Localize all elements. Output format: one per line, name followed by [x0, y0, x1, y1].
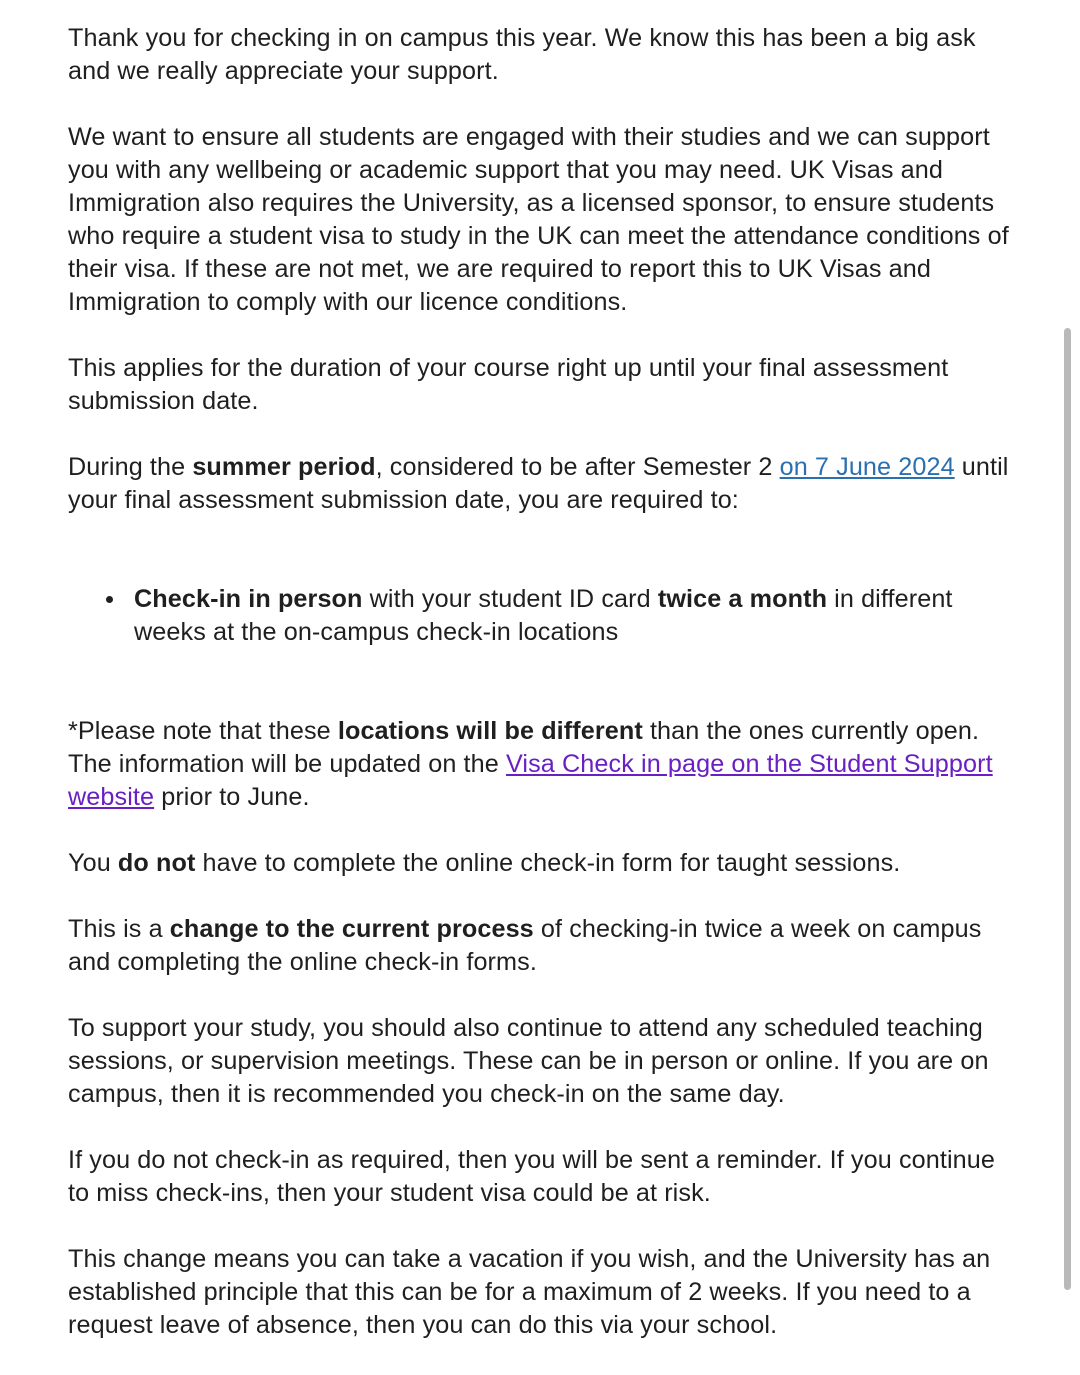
summer-text-b: , considered to be after Semester 2: [375, 453, 780, 481]
do-not-bold: do not: [117, 849, 196, 877]
locations-bold: locations will be different: [337, 717, 643, 745]
note-text-b: than the ones currently open. The information will be updated on the: [68, 717, 980, 778]
scrollbar-thumb[interactable]: [1064, 328, 1071, 1290]
visa-check-in-link[interactable]: Visa Check in page on the Student Support website: [68, 750, 993, 811]
check-in-text-b: in different weeks at the on-campus check-in locations: [134, 585, 953, 646]
summer-text-a: During the: [68, 453, 193, 481]
online-text-b: have to complete the online check-in form for taught sessions.: [195, 849, 901, 877]
date-link[interactable]: on 7 June 2024: [779, 453, 955, 481]
paragraph-support-study: To support your study, you should also continue to attend any scheduled teaching sessions, or supervision meetings. These can be in person or online. If you are on campus, then it is recommended you check-in on the same day.: [68, 1014, 989, 1108]
note-text-a: *Please note that these: [68, 717, 338, 745]
change-text-a: This is a: [68, 915, 170, 943]
paragraph-duration: This applies for the duration of your course right up until your final assessment submission date.: [68, 354, 949, 415]
paragraph-summer-period: [68, 451, 1013, 517]
twice-month-bold: twice a month: [657, 585, 828, 613]
paragraph-online-form: [68, 847, 1013, 880]
check-in-text-a: with your student ID card: [362, 585, 658, 613]
paragraph-process-change: [68, 913, 1013, 979]
paragraph-vacation: This change means you can take a vacation if you wish, and the University has an established principle that this can be for a maximum of 2 weeks. If you need to a request leave of absence, then you can do this via your school.: [68, 1245, 991, 1339]
note-text-c: prior to June.: [154, 783, 310, 811]
change-bold: change to the current process: [169, 915, 534, 943]
paragraph-locations-note: [68, 715, 1013, 814]
summer-period-bold: summer period: [192, 453, 376, 481]
summer-text-c: until your final assessment submission date, you are required to:: [68, 453, 1009, 514]
paragraph-thank-you: Thank you for checking in on campus this year. We know this has been a big ask and we really appreciate your support.: [68, 24, 976, 85]
paragraph-engagement: We want to ensure all students are engaged with their studies and we can support you with any wellbeing or academic support that you may need. UK Visas and Immigration also requires the University, as a licensed sponsor, to ensure students who require a student visa to study in the UK can meet the attendance conditions of their visa. If these are not met, we are required to report this to UK Visas and Immigration to comply with our licence conditions.: [68, 123, 1009, 316]
check-in-bold: Check-in in person: [134, 585, 363, 613]
requirements-list: [68, 583, 1013, 649]
change-text-b: of checking-in twice a week on campus and completing the online check-in forms.: [68, 915, 982, 976]
email-body: [68, 22, 1013, 1375]
online-text-a: You: [68, 849, 118, 877]
list-item-check-in: [134, 583, 1013, 649]
paragraph-reminder: If you do not check-in as required, then you will be sent a reminder. If you continue to miss check-ins, then your student visa could be at risk.: [68, 1146, 995, 1207]
